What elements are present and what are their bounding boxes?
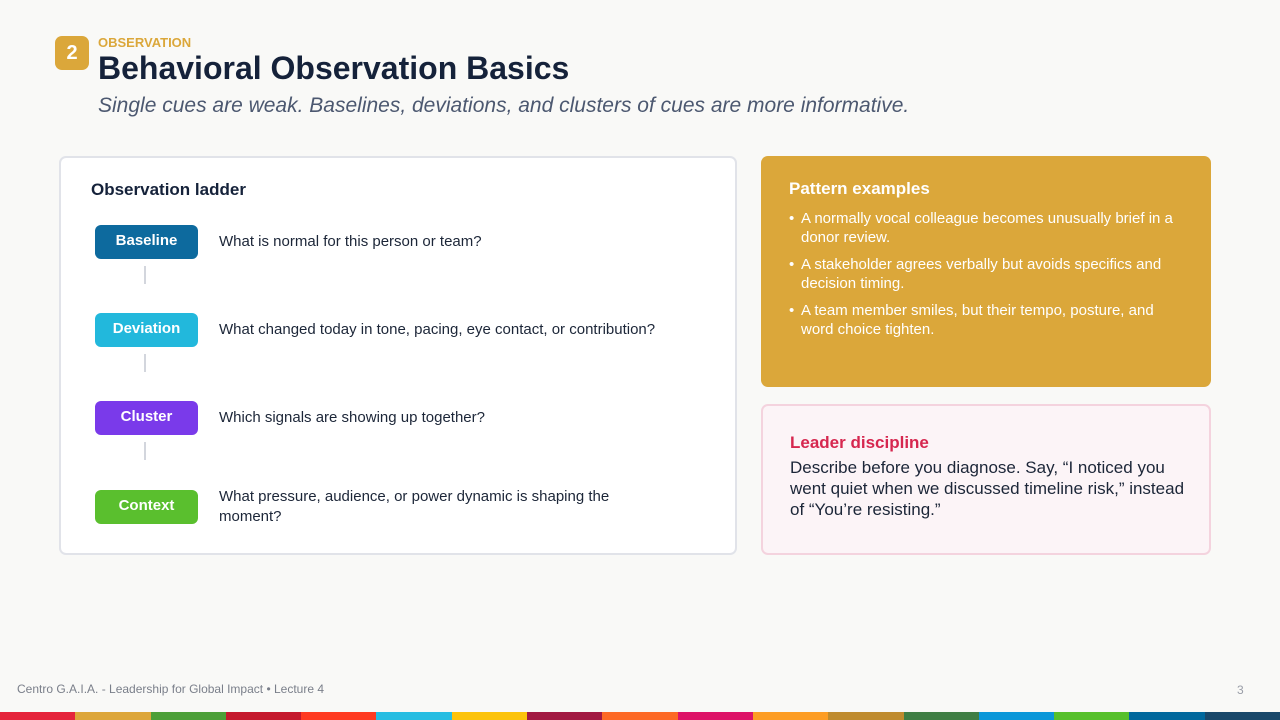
step-pill-baseline: Baseline [95, 225, 198, 259]
pattern-item-text: A normally vocal colleague becomes unusually brief in a donor review. [801, 210, 1173, 246]
color-strip-segment [0, 712, 75, 720]
pattern-item-text: A stakeholder agrees verbally but avoids specifics and decision timing. [801, 256, 1162, 292]
step-pill-cluster: Cluster [95, 401, 198, 435]
bullet-icon: • [789, 210, 795, 227]
ladder-connector [144, 266, 146, 284]
step-text-context: What pressure, audience, or power dynamic is shaping the moment? [219, 488, 610, 525]
pattern-examples-card [761, 156, 1211, 387]
color-strip-segment [527, 712, 602, 720]
pattern-examples-list [789, 209, 1179, 347]
color-strip-segment [151, 712, 226, 720]
ladder-title: Observation ladder [91, 180, 246, 199]
color-strip-segment [1205, 712, 1280, 720]
step-text-cluster: Which signals are showing up together? [219, 409, 485, 426]
section-number-badge: 2 [55, 36, 89, 70]
color-strip-segment [1129, 712, 1204, 720]
color-strip-segment [226, 712, 301, 720]
color-strip-segment [678, 712, 753, 720]
color-strip-segment [301, 712, 376, 720]
color-strip-segment [828, 712, 903, 720]
bullet-icon: • [789, 256, 795, 273]
color-strip-segment [904, 712, 979, 720]
footer-text: Centro G.A.I.A. - Leadership for Global Impact • Lecture 4 [17, 682, 325, 696]
pattern-item [789, 209, 1179, 247]
leader-discipline-body: Describe before you diagnose. Say, “I noticed you went quiet when we discussed timeline risk,” instead of “You’re resisting.” [790, 458, 1185, 519]
page-title: Behavioral Observation Basics [98, 50, 570, 86]
pattern-item [789, 301, 1179, 339]
color-strip-segment [979, 712, 1054, 720]
ladder-connector [144, 354, 146, 372]
page-number: 3 [1237, 683, 1244, 697]
pattern-examples-title: Pattern examples [789, 179, 930, 198]
color-strip-segment [753, 712, 828, 720]
step-text-baseline: What is normal for this person or team? [219, 233, 482, 250]
bullet-icon: • [789, 302, 795, 319]
observation-ladder-card [59, 156, 737, 555]
pattern-item [789, 255, 1179, 293]
leader-discipline-title: Leader discipline [790, 433, 929, 452]
color-strip-segment [376, 712, 451, 720]
pattern-item-text: A team member smiles, but their tempo, posture, and word choice tighten. [801, 302, 1154, 338]
page-subtitle: Single cues are weak. Baselines, deviations, and clusters of cues are more informative. [98, 94, 910, 117]
color-strip-segment [452, 712, 527, 720]
step-text-deviation: What changed today in tone, pacing, eye contact, or contribution? [219, 321, 656, 338]
color-strip-segment [602, 712, 677, 720]
step-pill-context: Context [95, 490, 198, 524]
step-pill-deviation: Deviation [95, 313, 198, 347]
color-strip-segment [75, 712, 150, 720]
color-strip-segment [1054, 712, 1129, 720]
leader-discipline-card [761, 404, 1211, 555]
sdg-color-strip [0, 712, 1280, 720]
ladder-connector [144, 442, 146, 460]
section-label: OBSERVATION [98, 35, 192, 50]
